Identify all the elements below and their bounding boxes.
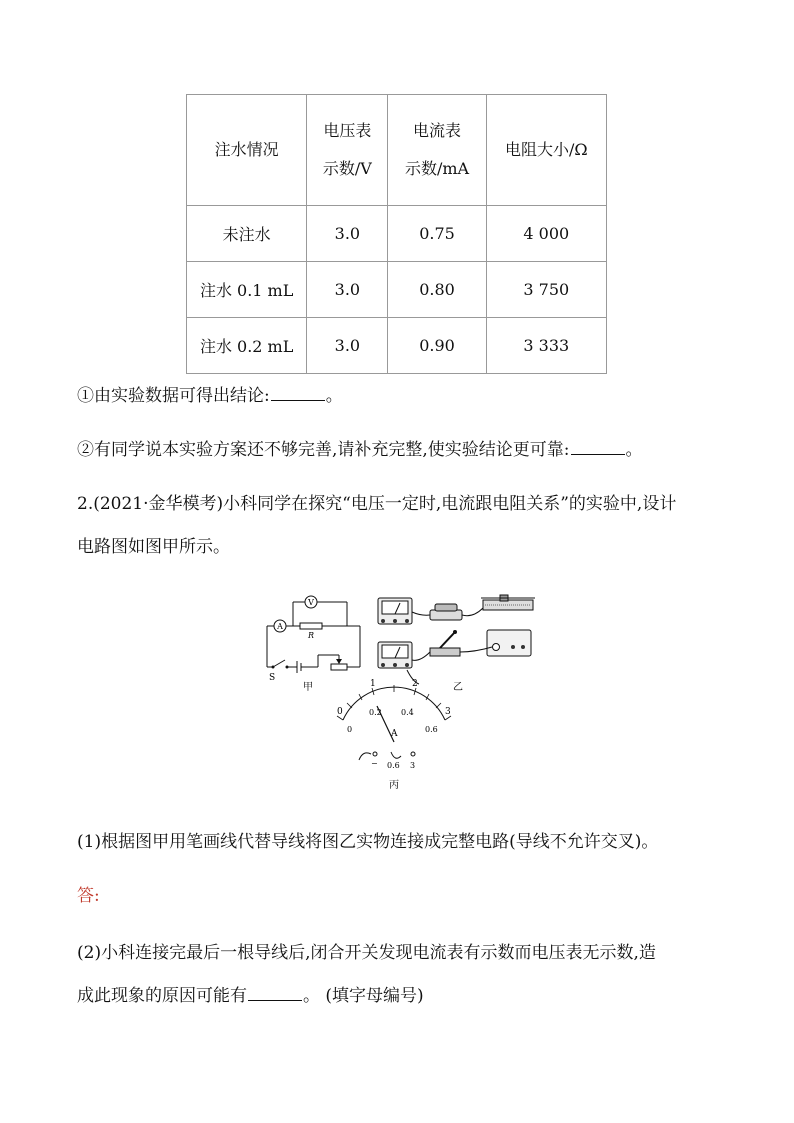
rheostat-icon <box>331 664 347 670</box>
scale-tick-label: 1 <box>370 679 376 689</box>
table-cell: 3.0 <box>307 262 388 318</box>
data-table <box>186 94 607 374</box>
table-cell: 未注水 <box>187 206 307 262</box>
table-cell: 3 750 <box>486 262 606 318</box>
problem-2-line-1: 2.(2021·金华模考)小科同学在探究“电压一定时,电流跟电阻关系”的实验中,设计 <box>77 494 677 514</box>
apparatus-yi <box>378 595 535 684</box>
header-label: 示数/mA <box>404 159 470 178</box>
answer-blank[interactable] <box>571 438 625 455</box>
scale-tick-label: 3 <box>445 707 451 717</box>
answer-blank[interactable] <box>248 984 302 1001</box>
question-text: 。 (填字母编号) <box>303 986 424 1006</box>
scale-tick-label: 0.2 <box>369 708 382 717</box>
ammeter-label: A <box>277 622 283 631</box>
header-cell-voltage <box>307 95 388 206</box>
table-cell: 4 000 <box>486 206 606 262</box>
sub-question-1: (1)根据图甲用笔画线代替导线将图乙实物连接成完整电路(导线不允许交叉)。 <box>77 832 659 852</box>
scale-tick-label: 0.6 <box>425 725 438 734</box>
switch-label: S <box>269 673 276 683</box>
header-cell-resistance <box>486 95 606 206</box>
header-label: 示数/V <box>322 159 372 178</box>
table-cell: 3.0 <box>307 206 388 262</box>
header-cell-water <box>187 95 307 206</box>
question-2 <box>77 438 643 462</box>
scale-unit-label: A <box>391 729 398 739</box>
table-row <box>187 262 607 318</box>
header-label: 电阻大小/Ω <box>504 140 588 159</box>
table-header-row <box>187 95 607 206</box>
header-cell-current <box>388 95 486 206</box>
header-label: 电压表 <box>323 121 372 140</box>
ammeter-scale-bing <box>337 679 451 770</box>
scale-tick-label: 0.4 <box>401 708 414 717</box>
figure-label-bing: 丙 <box>389 780 399 791</box>
circuit-figure <box>255 590 545 800</box>
voltmeter-label: V <box>308 598 314 607</box>
table-row <box>187 318 607 374</box>
circuit-diagram <box>255 590 545 800</box>
question-text: 。 <box>325 386 343 406</box>
figure-label-jia: 甲 <box>303 682 313 693</box>
table-cell: 注水 0.2 mL <box>187 318 307 374</box>
header-label: 注水情况 <box>214 140 279 159</box>
answer-label: 答: <box>77 886 100 906</box>
terminal-label: 3 <box>410 761 416 770</box>
problem-2-line-2: 电路图如图甲所示。 <box>77 537 230 557</box>
resistor-icon <box>300 623 322 629</box>
question-text: 成此现象的原因可能有 <box>77 986 247 1006</box>
terminal-label: − <box>371 759 378 768</box>
question-1 <box>77 384 343 408</box>
terminal-label: 0.6 <box>387 761 400 770</box>
table-cell: 3 333 <box>486 318 606 374</box>
scale-tick-label: 0 <box>337 707 343 717</box>
sub-question-2-line-2 <box>77 984 424 1008</box>
table-cell: 3.0 <box>307 318 388 374</box>
question-text: ①由实验数据可得出结论: <box>77 386 270 406</box>
scale-tick-label: 0 <box>347 725 353 734</box>
resistor-label: R <box>307 631 315 640</box>
question-text: ②有同学说本实验方案还不够完善,请补充完整,使实验结论更可靠: <box>77 440 570 460</box>
table-cell: 注水 0.1 mL <box>187 262 307 318</box>
switch-device-icon <box>430 648 460 656</box>
scale-tick-label: 2 <box>412 679 418 689</box>
table-cell: 0.90 <box>388 318 486 374</box>
header-label: 电流表 <box>413 121 462 140</box>
answer-blank[interactable] <box>271 384 325 401</box>
question-text: 。 <box>625 440 643 460</box>
table-cell: 0.80 <box>388 262 486 318</box>
figure-label-yi: 乙 <box>453 682 463 693</box>
rheostat-slider-icon <box>336 659 342 664</box>
table-cell: 0.75 <box>388 206 486 262</box>
sub-question-2-line-1: (2)小科连接完最后一根导线后,闭合开关发现电流表有示数而电压表无示数,造 <box>77 943 656 963</box>
power-supply-icon <box>487 630 531 656</box>
table-row <box>187 206 607 262</box>
